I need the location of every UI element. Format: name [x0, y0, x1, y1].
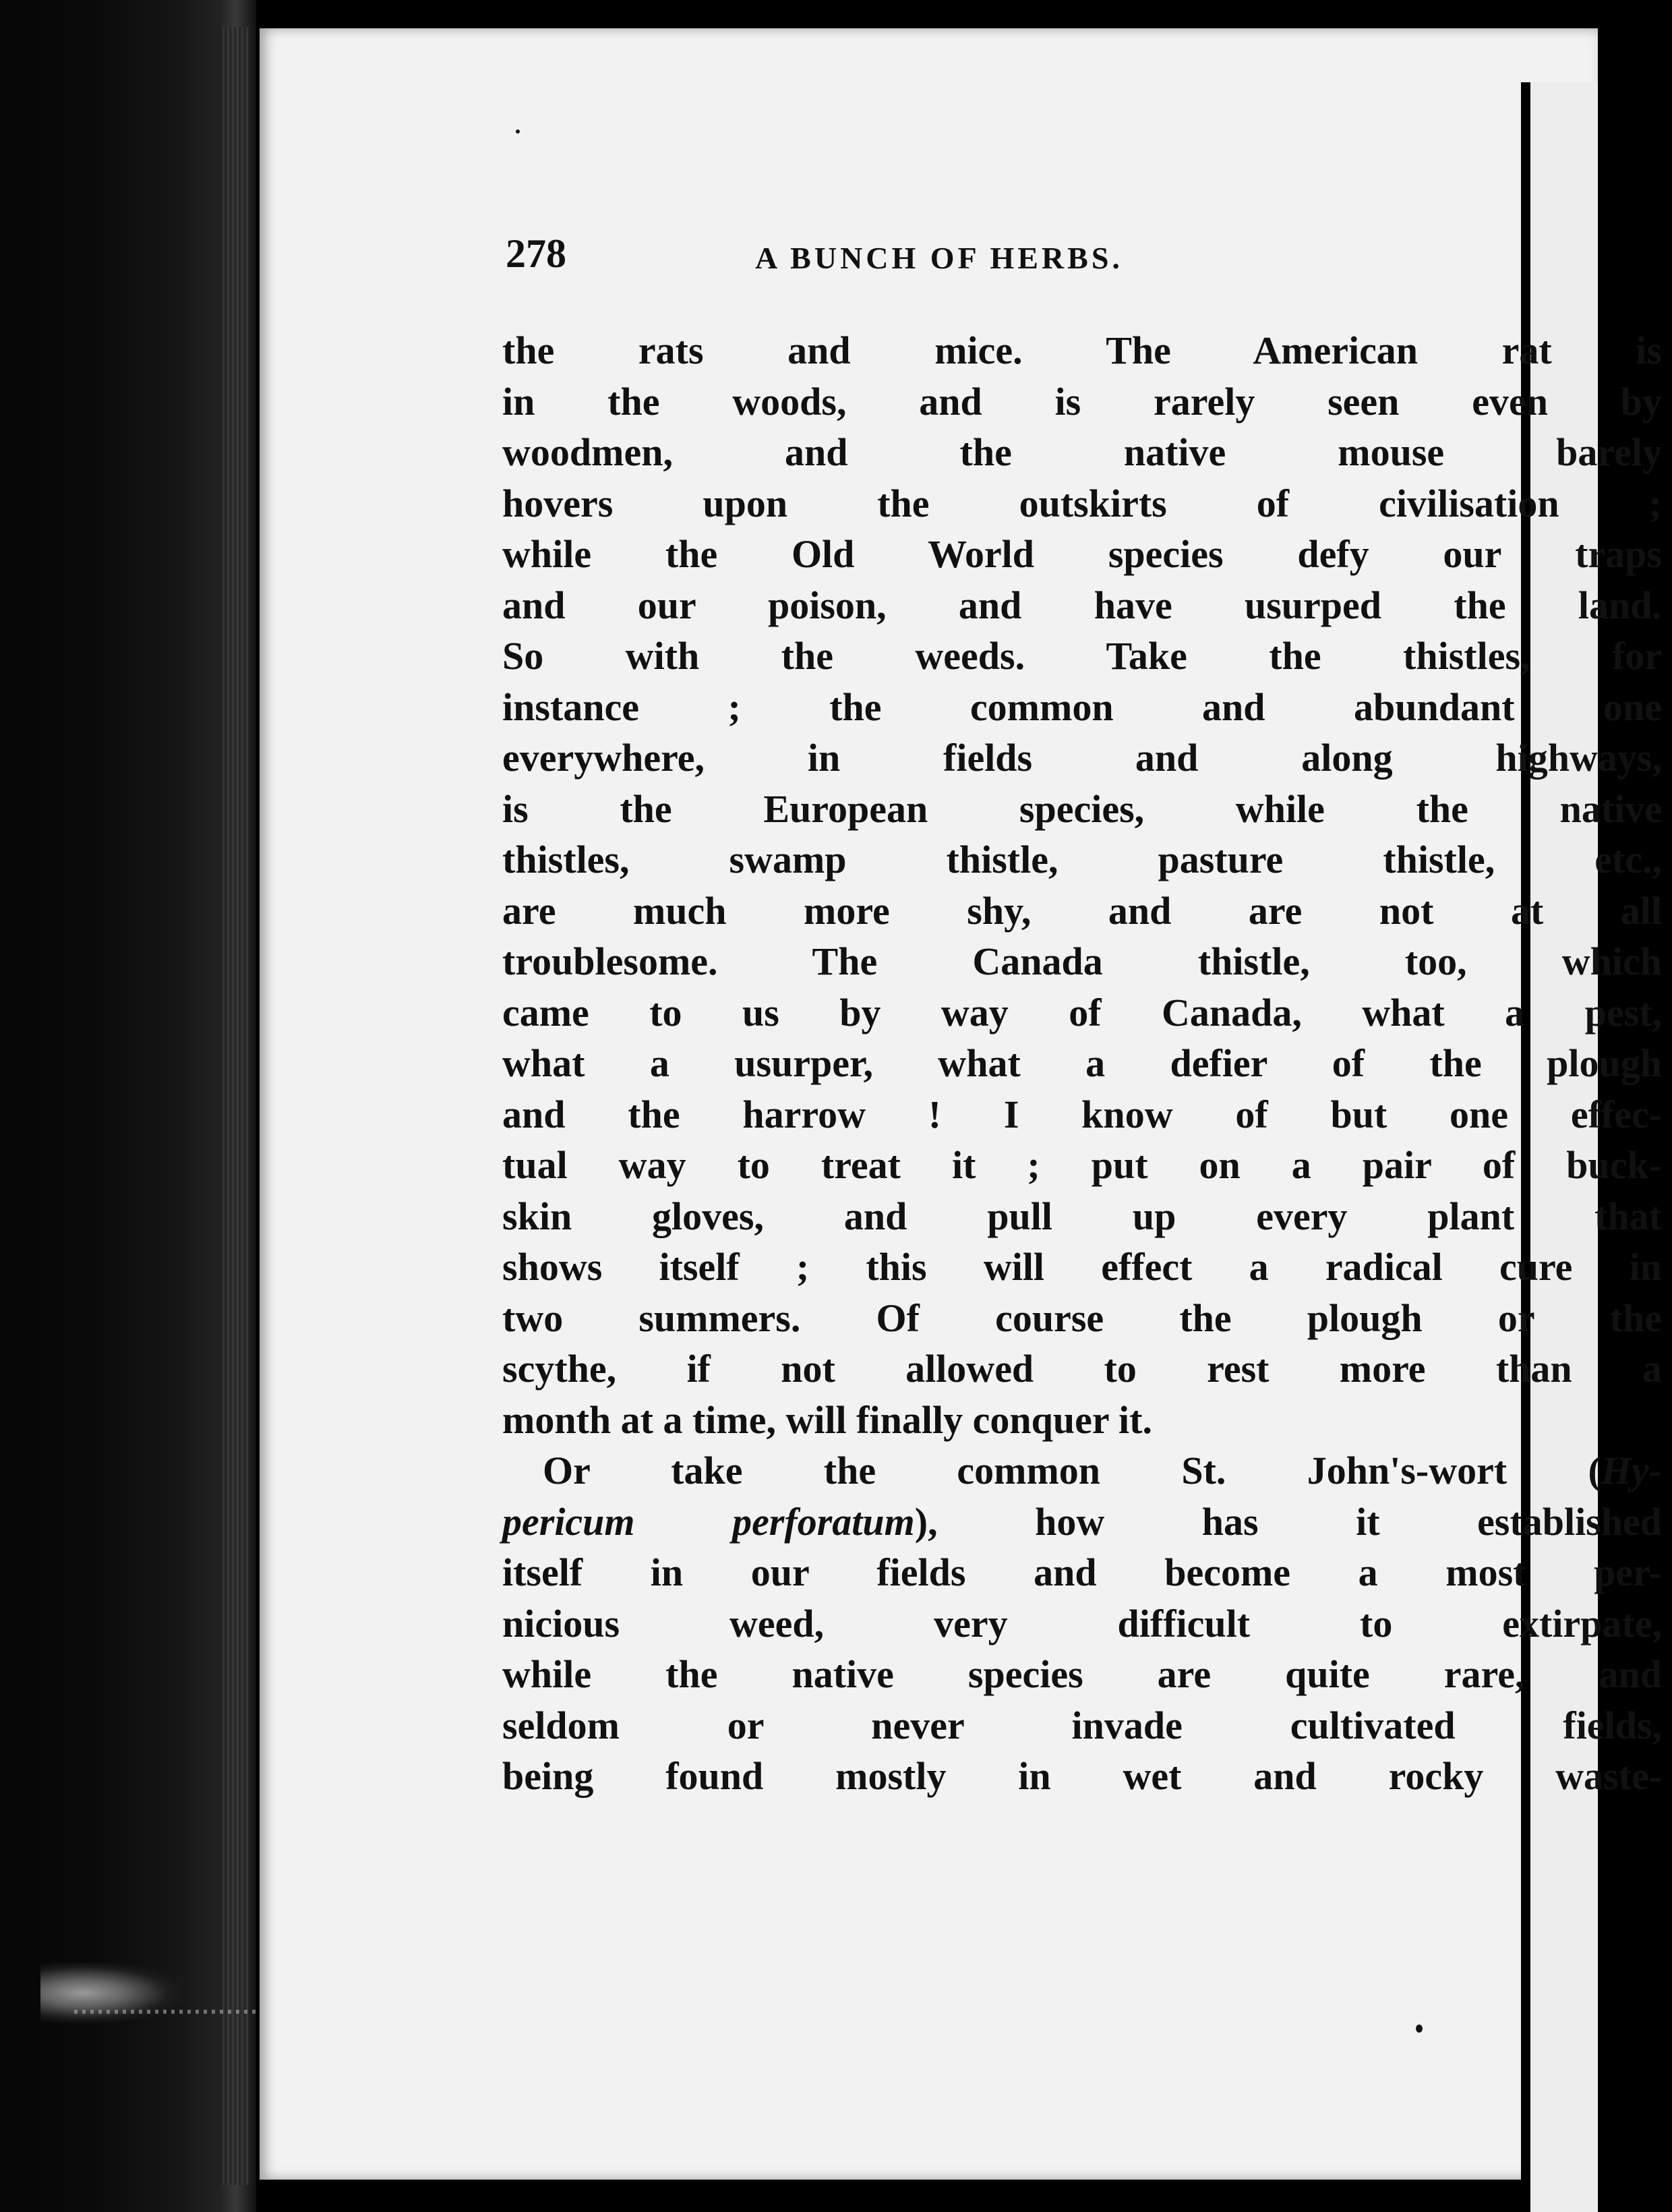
text-line: everywhere, in fields and along highways,: [502, 736, 1662, 780]
text-line: came to us by way of Canada, what a pest,: [502, 990, 1662, 1035]
italic-text: Hy-: [1601, 1449, 1662, 1492]
book-title: A BUNCH OF HERBS.: [755, 241, 1123, 275]
text-line: So with the weeds. Take the thistles, for: [502, 634, 1662, 678]
ink-speck: [1416, 2025, 1423, 2033]
italic-text: pericum perforatum: [502, 1499, 915, 1544]
text-line: and the harrow ! I know of but one effec-: [502, 1092, 1662, 1136]
text-line: [502, 1496, 1662, 1548]
text-line: the rats and mice. The American rat is: [502, 328, 1662, 372]
text-line: woodmen, and the native mouse barely: [502, 430, 1662, 474]
body-text: [502, 325, 1662, 1802]
ink-smudge: [40, 1962, 182, 2023]
scan-artifact: [74, 2010, 256, 2014]
text-line: two summers. Of course the plough or the: [502, 1296, 1662, 1340]
text-line: instance ; the common and abundant one: [502, 685, 1662, 729]
text-line: thistles, swamp thistle, pasture thistle, etc.,: [502, 838, 1662, 881]
text-line: are much more shy, and are not at all: [502, 888, 1662, 933]
text-line: while the Old World species defy our traps: [502, 532, 1662, 576]
text-segment: Or take the common St. John's-wort (: [543, 1449, 1601, 1492]
text-line: troublesome. The Canada thistle, too, which: [502, 939, 1662, 983]
ink-speck: [516, 129, 520, 134]
text-line: seldom or never invade cultivated fields,: [502, 1703, 1662, 1747]
text-line: in the woods, and is rarely seen even by: [502, 379, 1662, 424]
text-segment: ), how has it established: [914, 1499, 1663, 1544]
text-line: month at a time, will finally conquer it.: [502, 1397, 1152, 1442]
page-edges: [222, 27, 249, 2185]
book-spine: [0, 0, 256, 2212]
text-line: tual way to treat it ; put on a pair of buck-: [502, 1143, 1662, 1187]
text-line: skin gloves, and pull up every plant that: [502, 1194, 1662, 1238]
running-head: [506, 224, 1584, 305]
page-number: 278: [506, 231, 566, 276]
text-line: nicious weed, very difficult to extirpate,: [502, 1601, 1662, 1646]
book-page: [260, 28, 1663, 2180]
text-line: and our poison, and have usurped the land.: [502, 583, 1662, 627]
text-line: is the European species, while the native: [502, 786, 1662, 831]
text-line: itself in our fields and become a most per-: [502, 1550, 1662, 1594]
text-line: shows itself ; this will effect a radical cure in: [502, 1245, 1662, 1289]
text-line: hovers upon the outskirts of civilisation ;: [502, 481, 1662, 525]
text-line: scythe, if not allowed to rest more than a: [502, 1347, 1662, 1391]
text-line: what a usurper, what a defier of the plough: [502, 1041, 1662, 1085]
text-line: [502, 1445, 1662, 1496]
text-line: being found mostly in wet and rocky waste-: [502, 1754, 1662, 1798]
text-line: while the native species are quite rare, and: [502, 1652, 1662, 1696]
